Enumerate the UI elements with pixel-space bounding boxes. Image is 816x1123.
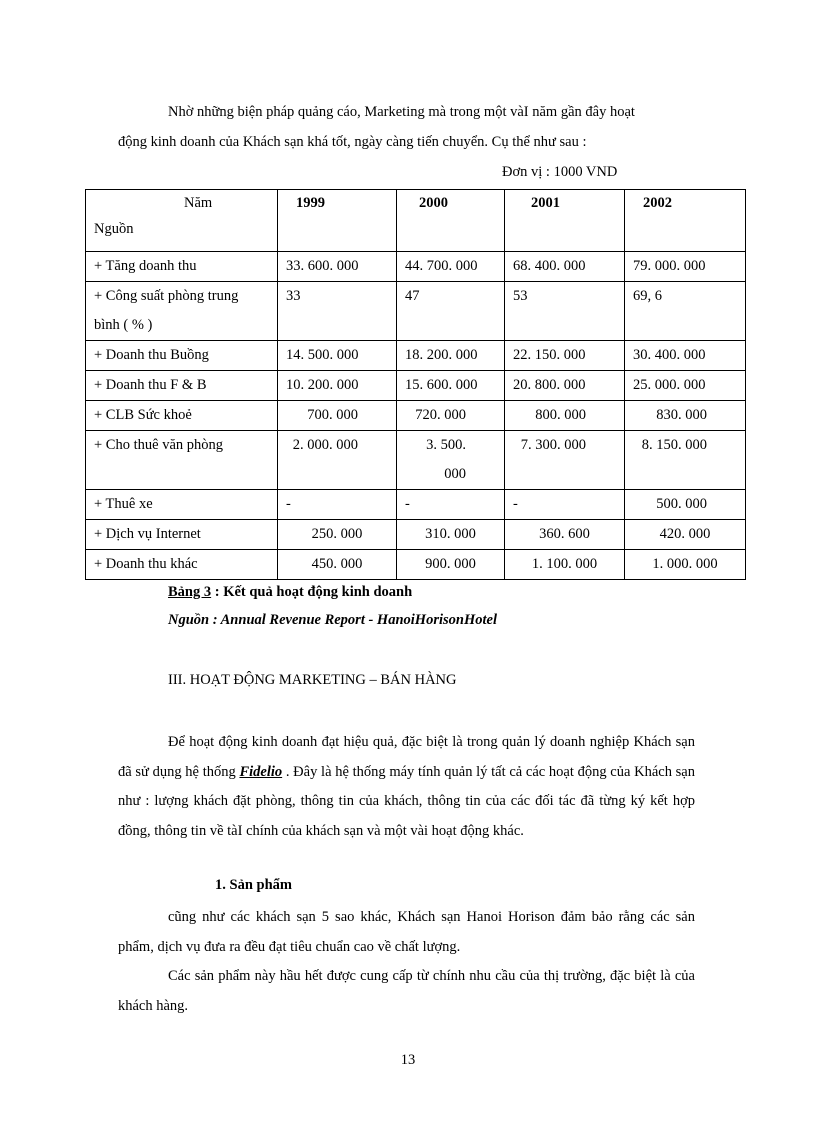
table-cell: 33. 600. 000 [278,252,397,282]
table-cell: 79. 000. 000 [625,252,746,282]
table-cell: 500. 000 [625,490,746,520]
row-label: + Dịch vụ Internet [86,520,278,550]
table-cell: 44. 700. 000 [397,252,505,282]
marketing-paragraph [118,728,695,846]
row-label: + CLB Sức khoẻ [86,401,278,431]
table-cell: 800. 000 [505,401,625,431]
row-label: + Doanh thu Buồng [86,341,278,371]
table-cell: 18. 200. 000 [397,341,505,371]
row-label: + Doanh thu F & B [86,371,278,401]
table-cell: 33 [278,282,397,341]
revenue-table [85,189,746,580]
row-label: + Cho thuê văn phòng [86,431,278,490]
table-number: Bảng 3 [168,584,212,600]
table-cell: 450. 000 [278,550,397,580]
table-cell: 1. 100. 000 [505,550,625,580]
table-source: Nguồn : Annual Revenue Report - HanoiHorisonHotel [168,612,497,628]
header-year-2001: 2001 [505,190,625,252]
fidelio-system-name: Fidelio [239,763,283,780]
table-cell: 25. 000. 000 [625,371,746,401]
table-cell: 830. 000 [625,401,746,431]
table-cell: 420. 000 [625,520,746,550]
header-year-1999: 1999 [278,190,397,252]
table-cell: 20. 800. 000 [505,371,625,401]
intro-line-2: động kinh doanh của Khách sạn khá tốt, ngày càng tiến chuyển. Cụ thể như sau : [118,133,587,150]
table-cell: 69, 6 [625,282,746,341]
table-row [86,550,746,580]
header-corner-cell [86,190,278,252]
header-year-2002: 2002 [625,190,746,252]
table-header-row [86,190,746,252]
table-cell: 310. 000 [397,520,505,550]
table-cell: 900. 000 [397,550,505,580]
subheading-products: 1. Sản phẩm [215,877,292,893]
table-cell: 7. 300. 000 [505,431,625,490]
table-cell: 250. 000 [278,520,397,550]
unit-label: Đơn vị : 1000 VND [502,164,618,180]
row-label: + Thuê xe [86,490,278,520]
header-year-label: Năm [184,195,213,211]
row-label: + Doanh thu khác [86,550,278,580]
row-label [86,282,278,341]
section-title: III. HOẠT ĐỘNG MARKETING – BÁN HÀNG [168,672,457,688]
table-cell: 700. 000 [278,401,397,431]
table-cell: - [278,490,397,520]
table-cell: 30. 400. 000 [625,341,746,371]
table-cell: - [505,490,625,520]
table-row [86,490,746,520]
products-paragraph: cũng như các khách sạn 5 sao khác, Khách sạn Hanoi Horison đảm bảo rằng các sản phẩm, dịch vụ đưa ra đều đạt tiêu chuẩn cao về chất lượng. [118,909,695,955]
table-cell: 8. 150. 000 [625,431,746,490]
row-label-line-1: + Công suất phòng trung [94,288,239,304]
table-row [86,252,746,282]
table-row [86,371,746,401]
intro-paragraph [118,98,695,157]
table-cell: 14. 500. 000 [278,341,397,371]
intro-line-1: Nhờ những biện pháp quảng cáo, Marketing mà trong một vàI năm gần đây hoạt [168,104,635,120]
table-cell: 10. 200. 000 [278,371,397,401]
row-label-line-2: bình ( % ) [94,317,153,333]
table-cell: 360. 600 [505,520,625,550]
table-row [86,431,746,490]
table-cell: 53 [505,282,625,341]
table-caption [168,584,412,601]
table-row [86,282,746,341]
paragraph-text-after: . Đây là hệ thống máy tính quản lý tất cả các hoạt động của Khách sạn như : lượng khách đặt phòng, thông tin của khách, thông tin của các đối tác đã từng ký kết hợp đồng, thông tin về tàI chính của khách sạn và một vài hoạt động khác. [118,763,695,839]
table-cell: 47 [397,282,505,341]
table-title: : Kết quả hoạt động kinh doanh [211,584,413,600]
row-label: + Tăng doanh thu [86,252,278,282]
table-cell: 68. 400. 000 [505,252,625,282]
table-cell: 1. 000. 000 [625,550,746,580]
header-source-label: Nguồn [94,221,134,237]
table-cell: 22. 150. 000 [505,341,625,371]
table-cell: 3. 500. 000 [397,431,505,490]
table-row [86,401,746,431]
table-cell: 15. 600. 000 [397,371,505,401]
paragraph-text-before: Để hoạt động kinh doanh đạt hiệu quả, đặc biệt là trong quản lý doanh nghiệp Khách sạn đã sử dụng hệ thống [118,734,695,780]
table-cell: - [397,490,505,520]
table-cell: 2. 000. 000 [278,431,397,490]
products-paragraph-2: Các sản phẩm này hầu hết được cung cấp từ chính nhu cầu của thị trường, đặc biệt là của khách hàng. [118,968,695,1014]
page-number: 13 [400,1052,416,1068]
header-year-2000: 2000 [397,190,505,252]
table-row [86,520,746,550]
table-row [86,341,746,371]
table-cell: 720. 000 [397,401,505,431]
